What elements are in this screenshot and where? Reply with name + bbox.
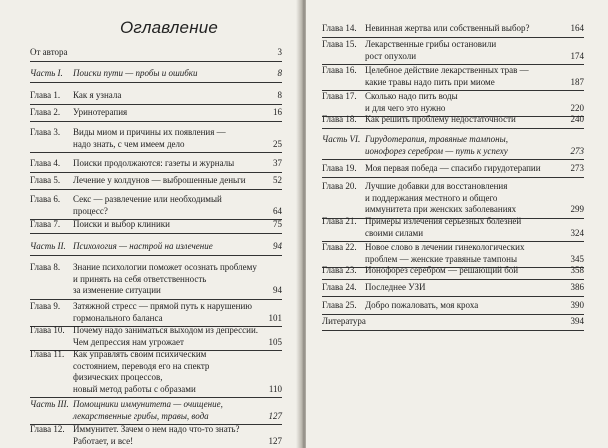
toc-entry	[322, 114, 584, 126]
page-number: 105	[268, 336, 282, 347]
chapter-label: Глава 4.	[30, 158, 61, 168]
right-page	[306, 0, 608, 448]
toc-part-entry	[30, 241, 282, 253]
page-number: 240	[570, 114, 584, 124]
chapter-label: Глава 6.	[30, 194, 61, 204]
toc-part-entry	[30, 68, 282, 80]
page-number: 52	[273, 175, 282, 185]
entry-title-line: за изменение ситуации	[73, 285, 161, 295]
chapter-label: Глава 23.	[322, 265, 357, 275]
entry-rule	[322, 37, 584, 38]
chapter-label: Глава 12.	[30, 424, 65, 434]
page-number: 101	[268, 312, 282, 323]
entry-title-line: состоянием, переводя его на спектр	[73, 360, 210, 371]
toc-entry	[30, 47, 282, 59]
chapter-label: Глава 14.	[322, 23, 357, 33]
page-number: 75	[273, 219, 282, 229]
entry-title-line: Гирудотерапия, травяные тампоны,	[365, 134, 508, 144]
entry-rule	[30, 121, 282, 122]
entry-rule	[30, 397, 282, 398]
entry-title-line: Лечение у колдунов — выброшенные деньги	[73, 175, 246, 185]
entry-title-line: Лекарственные грибы остановили	[365, 39, 497, 49]
entry-title-line: лекарственные грибы, травы, вода	[73, 410, 209, 421]
entry-title-line: Новое слово в лечении гинекологических	[365, 242, 525, 252]
chapter-label: Глава 19.	[322, 163, 357, 173]
toc-part-entry	[30, 399, 282, 422]
entry-title-line: Моя первая победа — спасибо гирудотерапии	[365, 163, 541, 173]
chapter-label: Глава 11.	[30, 349, 65, 359]
entry-title-line: Сколько надо пить воды	[365, 91, 458, 101]
toc-entry	[30, 219, 282, 231]
entry-title-line: Поиски продолжаются: газеты и журналы	[73, 158, 235, 168]
entry-title-line: Почему надо заниматься выходом из депрессии.	[73, 325, 259, 335]
toc-entry	[322, 39, 584, 62]
page-number: 37	[273, 158, 282, 168]
entry-title-line: и для чего это нужно	[365, 102, 446, 113]
toc-entry	[30, 424, 282, 447]
page-number: 8	[277, 90, 282, 100]
toc-entry	[322, 23, 584, 35]
chapter-label: Глава 22.	[322, 242, 357, 252]
page-number: 394	[570, 316, 584, 326]
entry-title-line: надо знать, с чем имеем дело	[73, 138, 185, 149]
page-number: 187	[570, 76, 584, 87]
entry-rule	[322, 159, 584, 160]
page-number: 345	[570, 253, 584, 264]
entry-title-line: Помощники иммунитета — очищение,	[73, 399, 223, 409]
page-number: 94	[273, 285, 282, 295]
entry-rule	[322, 177, 584, 178]
chapter-label: Глава 17.	[322, 91, 357, 101]
toc-entry	[322, 163, 584, 175]
page-number: 127	[268, 435, 282, 446]
page-number: 25	[273, 138, 282, 149]
page-number: 386	[570, 282, 584, 292]
toc-entry	[322, 242, 584, 265]
page-number: 299	[570, 204, 584, 214]
toc-entry	[30, 127, 282, 150]
entry-title-line: Как управлять своим психическим	[73, 349, 207, 359]
page-number: 273	[570, 163, 584, 173]
chapter-label: Глава 15.	[322, 39, 357, 49]
entry-title-line: Чем депрессия нам угрожает	[73, 336, 184, 347]
entry-title-line: Добро пожаловать, моя кроха	[365, 300, 479, 310]
entry-rule	[30, 104, 282, 105]
part-label: Часть I.	[30, 68, 63, 78]
page-title: Оглавление	[120, 18, 219, 37]
entry-rule	[322, 330, 584, 331]
entry-title-line: ионофорез серебром — путь к успеху	[365, 145, 508, 156]
page-number: 273	[570, 145, 584, 156]
entry-title-line: Ионофорез серебром — решающий бой	[365, 265, 519, 275]
entry-title-line: Лучшие добавки для восстановления	[365, 181, 508, 191]
toc-entry	[30, 90, 282, 102]
entry-title-line: своими силами	[365, 227, 424, 238]
entry-title-line: какие травы надо пить при миоме	[365, 76, 495, 87]
entry-title-line: Иммунитет. Зачем о нем надо что-то знать?	[73, 424, 240, 434]
toc-entry	[322, 91, 584, 114]
page-number: 358	[570, 265, 584, 275]
chapter-label: Глава 21.	[322, 216, 357, 226]
toc-entry	[30, 175, 282, 187]
page-number: 164	[570, 23, 584, 33]
chapter-label: Глава 10.	[30, 325, 65, 335]
toc-entry	[30, 158, 282, 170]
chapter-label: Глава 8.	[30, 262, 61, 272]
page-number: 3	[277, 47, 282, 57]
entry-title-line: Секс — развлечение или необходимый	[73, 194, 222, 204]
entry-title-line: иммунитета при женских заболеваниях	[365, 204, 517, 214]
chapter-label: Глава 9.	[30, 301, 61, 311]
entry-title-line: новый метод работы с образами	[73, 383, 196, 394]
chapter-label: Глава 24.	[322, 282, 357, 292]
part-label: Часть II.	[30, 241, 66, 251]
page-number: 8	[277, 68, 282, 78]
entry-rule	[30, 61, 282, 62]
entry-title-line: гормонального баланса	[73, 312, 163, 323]
entry-rule	[30, 82, 282, 83]
entry-title-line: Целебное действие лекарственных трав —	[365, 65, 529, 75]
page-number: 127	[268, 410, 282, 421]
chapter-label: Глава 7.	[30, 219, 61, 229]
entry-title-line: Уринотерапия	[73, 107, 128, 117]
toc-entry	[322, 300, 584, 312]
toc-entry	[322, 181, 584, 216]
entry-title-line: Поиски пути — пробы и ошибки	[73, 68, 198, 78]
entry-rule	[322, 279, 584, 280]
toc-entry	[30, 301, 282, 324]
entry-title-line: проблем — женские травяные тампоны	[365, 253, 518, 264]
chapter-label: Глава 20.	[322, 181, 357, 191]
toc-entry	[322, 316, 584, 328]
left-page	[0, 0, 302, 448]
page-number: 94	[273, 241, 282, 251]
entry-rule	[30, 189, 282, 190]
entry-title-line: и поддержания местного и общего	[365, 192, 498, 203]
entry-title-line: Знание психологии поможет осознать проблему	[73, 262, 257, 272]
entry-title-line: Виды миом и причины их появления —	[73, 127, 226, 137]
page-number: 110	[268, 383, 282, 394]
entry-title-line: От автора	[30, 47, 68, 57]
toc-entry	[30, 194, 282, 217]
toc-entry	[30, 107, 282, 119]
chapter-label: Глава 18.	[322, 114, 357, 124]
entry-rule	[30, 299, 282, 300]
toc-entry	[322, 265, 584, 277]
entry-rule	[322, 296, 584, 297]
chapter-label: Глава 16.	[322, 65, 357, 75]
page-number: 390	[570, 300, 584, 310]
toc-part-entry	[322, 134, 584, 157]
entry-title-line: процесс?	[73, 205, 108, 216]
chapter-label: Глава 5.	[30, 175, 61, 185]
part-label: Часть VI.	[322, 134, 361, 144]
page-number: 324	[570, 227, 584, 238]
toc-entry	[322, 216, 584, 239]
entry-rule	[322, 314, 584, 315]
page-number: 64	[273, 205, 282, 216]
chapter-label: Глава 2.	[30, 107, 61, 117]
chapter-label: Глава 1.	[30, 90, 61, 100]
entry-title-line: Литература	[322, 316, 366, 326]
entry-rule	[30, 172, 282, 173]
entry-title-line: Невинная жертва или собственный выбор?	[365, 23, 530, 33]
entry-title-line: Работает, и все!	[73, 435, 134, 446]
page-number: 174	[570, 50, 584, 61]
entry-title-line: физических процессов,	[73, 372, 163, 382]
entry-title-line: Поиски и выбор клиники	[73, 219, 170, 229]
entry-title-line: Последнее УЗИ	[365, 282, 426, 292]
part-label: Часть III.	[30, 399, 69, 409]
entry-title-line: Психология — настрой на излечение	[73, 241, 213, 251]
toc-entry	[30, 262, 282, 297]
entry-rule	[322, 128, 584, 129]
entry-title-line: Как я узнала	[73, 90, 122, 100]
toc-entry	[322, 65, 584, 88]
chapter-label: Глава 25.	[322, 300, 357, 310]
page-number: 16	[273, 107, 282, 117]
toc-entry	[322, 282, 584, 294]
entry-title-line: рост опухоли	[365, 50, 417, 61]
toc-entry	[30, 325, 282, 348]
entry-rule	[30, 233, 282, 234]
entry-title-line: и принять на себя ответственность	[73, 273, 207, 284]
toc-entry	[30, 349, 282, 395]
entry-title-line: Примеры излечения серьезных болезней	[365, 216, 522, 226]
entry-rule	[30, 152, 282, 153]
entry-rule	[30, 255, 282, 256]
chapter-label: Глава 3.	[30, 127, 61, 137]
entry-title-line: Затяжной стресс — прямой путь к нарушению	[73, 301, 252, 311]
entry-title-line: Как решить проблему недостаточности	[365, 114, 516, 124]
page-number: 220	[570, 102, 584, 113]
